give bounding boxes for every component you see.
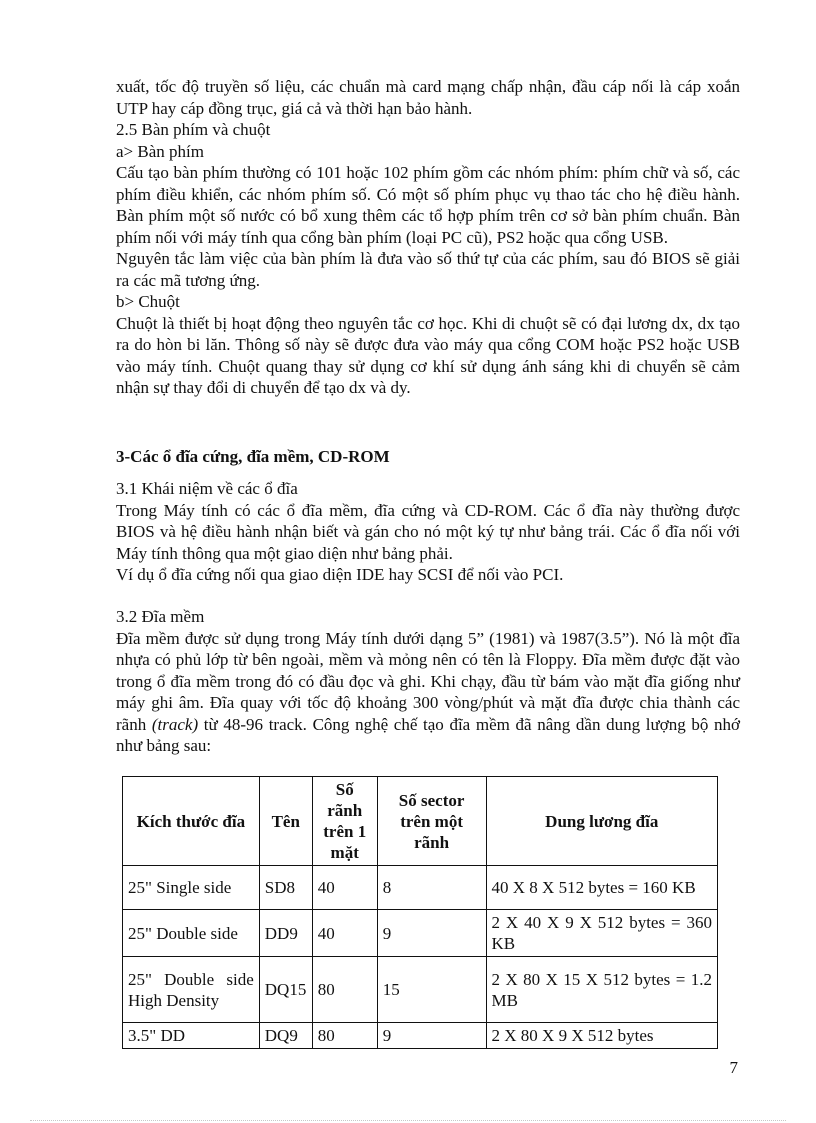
page-bottom-divider	[30, 1120, 786, 1121]
table-cell: 25" Single side	[123, 866, 260, 910]
table-cell: 80	[312, 1023, 377, 1049]
table-cell: DD9	[259, 910, 312, 957]
paragraph-keyboard-principle: Nguyên tắc làm việc của bàn phím là đưa vào số thứ tự của các phím, sau đó BIOS sẽ giải ra các mã tương ứng.	[116, 249, 740, 290]
paragraph-network-card: xuất, tốc độ truyền số liệu, các chuẩn mà card mạng chấp nhận, đầu cáp nối là cáp xoắn UTP hay cáp đồng trục, giá cả và thời hạn bảo hành.	[116, 77, 740, 118]
section-3-1	[116, 478, 740, 586]
table-header-row	[123, 777, 718, 866]
heading-2-5: 2.5 Bàn phím và chuột	[116, 120, 271, 139]
floppy-spec-table	[122, 776, 718, 1049]
section-3	[116, 446, 740, 468]
header-cell: Số rãnh trên 1 mặt	[312, 777, 377, 866]
table-row	[123, 866, 718, 910]
paragraph-mouse: Chuột là thiết bị hoạt động theo nguyên tắc cơ học. Khi di chuột sẽ có đại lương dx, dx tạo ra do hòn bi lăn. Thông số này sẽ được đưa vào máy qua cổng COM hoặc PS2 hoặc USB vào máy tính. Chuột quang thay sử dụng cơ khí sử dụng ánh sáng khi di chuyển sẽ cảm nhận sự thay đổi di chuyển để tạo dx và dy.	[116, 313, 740, 397]
table-cell: 15	[377, 957, 486, 1023]
header-cell: Kích thước đĩa	[123, 777, 260, 866]
page-number: 7	[729, 1058, 738, 1077]
paragraph-keyboard-structure: Cấu tạo bàn phím thường có 101 hoặc 102 phím gồm các nhóm phím: phím chữ và số, các phím điều khiển, các nhóm phím số. Có một số phím phục vụ thao tác cho hệ điều hành. Bàn phím một số nước có bổ xung thêm các tổ hợp phím trên cơ sở bàn phím chuẩn. Bàn phím nối với máy tính qua cổng bàn phím (loại PC cũ), PS2 hoặc qua cổng USB.	[116, 163, 740, 247]
table-row	[123, 957, 718, 1023]
paragraph-floppy	[116, 628, 740, 757]
heading-keyboard: a> Bàn phím	[116, 141, 204, 161]
table-cell: 9	[377, 1023, 486, 1049]
section-3-2	[116, 606, 740, 757]
table-cell: SD8	[259, 866, 312, 910]
header-cell: Dung lương đĩa	[486, 777, 717, 866]
table-cell: 2 X 40 X 9 X 512 bytes = 360 KB	[486, 910, 717, 957]
table-row	[123, 910, 718, 957]
table-cell: 25" Double side	[123, 910, 260, 957]
heading-3-1: 3.1 Khái niệm về các ổ đĩa	[116, 479, 298, 498]
header-cell: Tên	[259, 777, 312, 866]
table-cell: 80	[312, 957, 377, 1023]
table-row	[123, 1023, 718, 1049]
table-cell: DQ15	[259, 957, 312, 1023]
section-3-title: 3-Các ổ đĩa cứng, đĩa mềm, CD-ROM	[116, 447, 390, 466]
table-cell: 40	[312, 866, 377, 910]
table-cell: 3.5" DD	[123, 1023, 260, 1049]
table-cell: 2 X 80 X 9 X 512 bytes	[486, 1023, 717, 1049]
heading-mouse: b> Chuột	[116, 292, 180, 311]
table-cell: 40 X 8 X 512 bytes = 160 KB	[486, 866, 717, 910]
paragraph-ide-scsi: Ví dụ ổ đĩa cứng nối qua giao diện IDE hay SCSI để nối vào PCI.	[116, 565, 564, 584]
paragraph-drives: Trong Máy tính có các ổ đĩa mềm, đĩa cứng và CD-ROM. Các ổ đĩa này thường được BIOS và hệ điều hành nhận biết và gán cho nó một ký tự như bảng trái. Các ổ đĩa nối với Máy tính thông qua một giao diện như bảng phải.	[116, 500, 740, 563]
table-cell: 9	[377, 910, 486, 957]
heading-3-2: 3.2 Đĩa mềm	[116, 607, 205, 626]
floppy-text-b: từ 48-96 track. Công nghệ chế tạo đĩa mềm đã nâng dần dung lượng bộ nhớ như bảng sau:	[116, 714, 740, 755]
table-cell: 25" Double side High Density	[123, 957, 260, 1023]
table-cell: DQ9	[259, 1023, 312, 1049]
header-cell: Số sector trên một rãnh	[377, 777, 486, 866]
section-2-5	[116, 76, 740, 399]
floppy-text-a: Đĩa mềm được sử dụng trong Máy tính dưới dạng 5” (1981) và 1987(3.5”). Nó là một đĩa nhựa có phủ lớp từ bên ngoài, mềm và mỏng nên có tên là Floppy. Đĩa mềm được đặt vào trong ổ đĩa mềm trong đó có đầu đọc và ghi. Khi chạy, đầu từ bám vào mặt đĩa giống như máy ghi âm. Đĩa quay với tốc độ khoảng 300 vòng/phút và mặt đĩa được chia thành các rãnh	[116, 628, 740, 734]
table-cell: 2 X 80 X 15 X 512 bytes = 1.2 MB	[486, 957, 717, 1023]
track-term: (track)	[151, 714, 199, 734]
table-cell: 8	[377, 866, 486, 910]
table-cell: 40	[312, 910, 377, 957]
